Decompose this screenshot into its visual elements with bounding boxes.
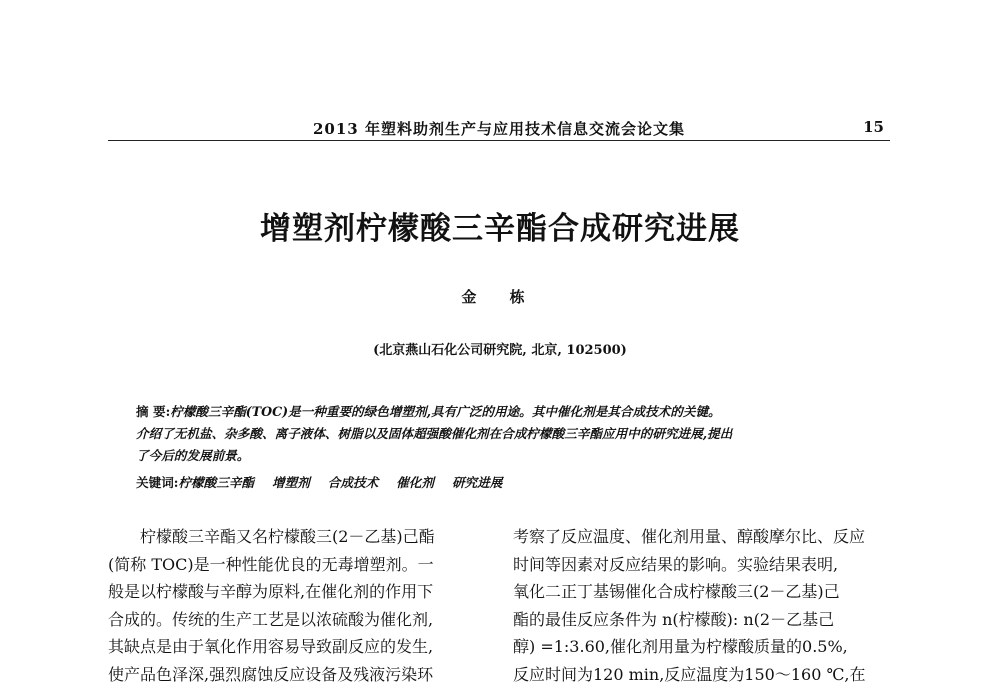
keyword: 合成技术 xyxy=(328,475,378,490)
keyword: 催化剂 xyxy=(396,475,434,490)
body-column-right xyxy=(513,523,893,688)
abstract-line: 了今后的发展前景。 xyxy=(136,445,876,467)
body-line: 合成的。传统的生产工艺是以浓硫酸为催化剂, xyxy=(108,606,488,634)
body-line: 醇) =1:3.60,催化剂用量为柠檬酸质量的0.5%, xyxy=(513,633,893,661)
body-line: 般是以柠檬酸与辛醇为原料,在催化剂的作用下 xyxy=(108,578,488,606)
running-header xyxy=(108,116,890,141)
author-name: 金 栋 xyxy=(0,286,1000,307)
keyword: 柠檬酸三辛酯 xyxy=(178,475,254,490)
body-line: 时间等因素对反应结果的影响。实验结果表明, xyxy=(513,551,893,579)
keywords xyxy=(136,472,876,491)
body-line: 反应时间为120 min,反应温度为150～160 ℃,在 xyxy=(513,661,893,688)
abstract-line: 介绍了无机盐、杂多酸、离子液体、树脂以及固体超强酸催化剂在合成柠檬酸三辛酯应用中的研究进展,提出 xyxy=(136,423,876,445)
body-line: 酯的最佳反应条件为 n(柠檬酸): n(2－乙基己 xyxy=(513,606,893,634)
body-line: 其缺点是由于氧化作用容易导致副反应的发生, xyxy=(108,633,488,661)
abstract-line: 摘 要:柠檬酸三辛酯(TOC)是一种重要的绿色增塑剂,具有广泛的用途。其中催化剂是其合成技术的关键。 xyxy=(136,401,876,423)
author-affiliation: (北京燕山石化公司研究院, 北京, 102500) xyxy=(0,339,1000,358)
paper-title: 增塑剂柠檬酸三辛酯合成研究进展 xyxy=(0,203,1000,248)
keywords-label: 关键词: xyxy=(136,475,178,490)
abstract xyxy=(136,401,876,467)
keyword: 增塑剂 xyxy=(272,475,310,490)
body-line: 柠檬酸三辛酯又名柠檬酸三(2－乙基)己酯 xyxy=(108,523,488,551)
body-column-left xyxy=(108,523,488,688)
page-number: 15 xyxy=(863,118,884,136)
running-header-title: 2013 年塑料助剂生产与应用技术信息交流会论文集 xyxy=(108,118,890,139)
body-line: 考察了反应温度、催化剂用量、醇酸摩尔比、反应 xyxy=(513,523,893,551)
keyword: 研究进展 xyxy=(452,475,502,490)
body-line: 使产品色泽深,强烈腐蚀反应设备及残液污染环 xyxy=(108,661,488,688)
abstract-label: 摘 要: xyxy=(136,404,170,419)
body-line: 氧化二正丁基锡催化合成柠檬酸三(2－乙基)己 xyxy=(513,578,893,606)
body-line: (简称 TOC)是一种性能优良的无毒增塑剂。一 xyxy=(108,551,488,579)
